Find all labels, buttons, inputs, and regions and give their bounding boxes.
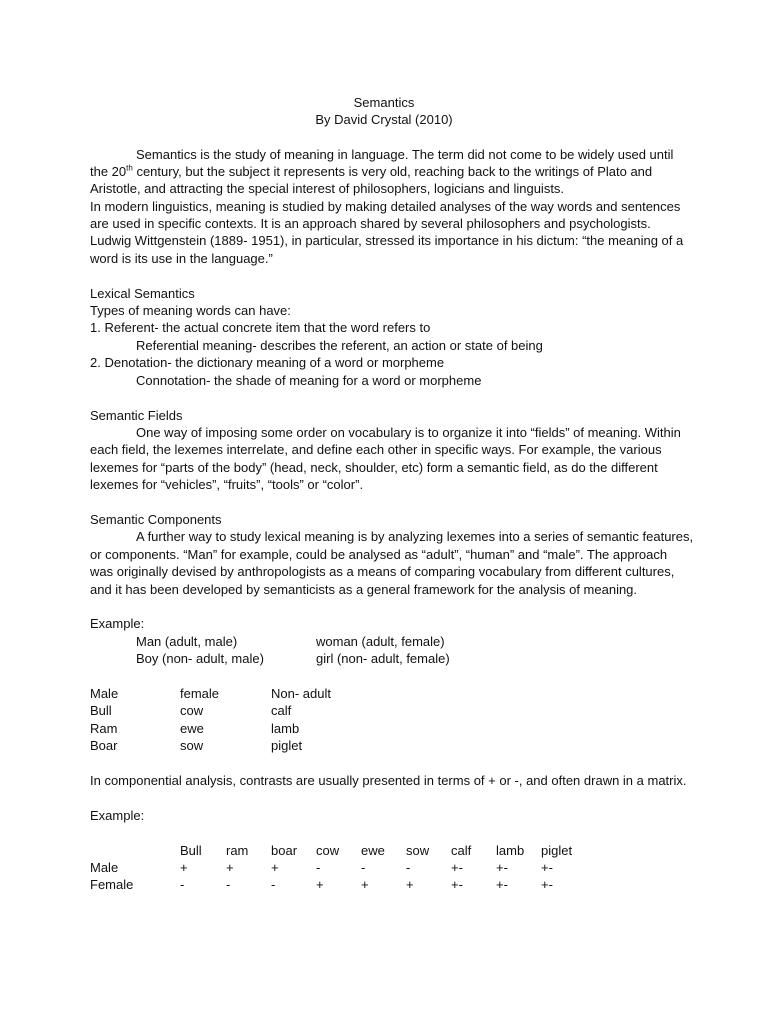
matrix-cell: +-: [496, 860, 508, 875]
matrix-cell: +-: [541, 860, 553, 875]
table-cell: ewe: [180, 721, 204, 736]
components-line: or components. “Man” for example, could be analysed as “adult”, “human” and “male”. The approach: [90, 547, 668, 562]
section-heading: Lexical Semantics: [90, 286, 195, 301]
section-heading: Semantic Fields: [90, 408, 183, 423]
matrix-cell: +-: [451, 860, 463, 875]
fields-line: lexemes for “vehicles”, “fruits”, “tools” or “color”.: [90, 477, 364, 492]
ordinal-superscript: th: [126, 163, 133, 173]
intro-text: the 20: [90, 164, 127, 179]
table-cell: cow: [180, 703, 204, 718]
matrix-row-label: Female: [90, 877, 134, 892]
componential-text: In componential analysis, contrasts are usually presented in terms of + or -, and often drawn in a matrix.: [90, 773, 687, 788]
intro-text: century, but the subject it represents is very old, reaching back to the writings of Plato and: [132, 164, 653, 179]
lexical-line: 1. Referent- the actual concrete item that the word refers to: [90, 320, 431, 335]
table-cell: Non- adult: [271, 686, 331, 701]
matrix-header: lamb: [496, 843, 525, 858]
intro-line: are used in specific contexts. It is an approach shared by several philosophers and psychologists.: [90, 216, 651, 231]
components-line: was originally devised by anthropologists as a means of comparing vocabulary from different cultures,: [90, 564, 675, 579]
matrix-header: cow: [316, 843, 340, 858]
matrix-header: ewe: [361, 843, 385, 858]
section-heading: Semantic Components: [90, 512, 222, 527]
table-cell: piglet: [271, 738, 303, 753]
fields-line: One way of imposing some order on vocabulary is to organize it into “fields” of meaning. Within: [136, 425, 681, 440]
matrix-cell: +-: [496, 877, 508, 892]
intro-line: [90, 163, 652, 180]
intro-line: In modern linguistics, meaning is studied by making detailed analyses of the way words and sentences: [90, 199, 681, 214]
matrix-cell: +: [271, 860, 279, 875]
components-line: and it has been developed by semanticists as a general framework for the analysis of meaning.: [90, 582, 638, 597]
matrix-header: sow: [406, 843, 430, 858]
fields-line: each field, the lexemes interrelate, and define each other in specific ways. For example, the various: [90, 442, 662, 457]
intro-line: word is its use in the language.”: [90, 251, 273, 266]
table-cell: sow: [180, 738, 204, 753]
intro-line: Aristotle, and attracting the special interest of philosophers, logicians and linguists.: [90, 181, 565, 196]
lexical-line: Referential meaning- describes the referent, an action or state of being: [136, 338, 543, 353]
matrix-cell: -: [316, 860, 321, 875]
document-title: Semantics: [353, 95, 415, 110]
matrix-cell: +: [406, 877, 414, 892]
intro-line: Semantics is the study of meaning in language. The term did not come to be widely used until: [136, 147, 674, 162]
table-cell: female: [180, 686, 220, 701]
lexical-line: 2. Denotation- the dictionary meaning of a word or morpheme: [90, 355, 445, 370]
fields-line: lexemes for “parts of the body” (head, neck, shoulder, etc) form a semantic field, as do the different: [90, 460, 658, 475]
example-item: girl (non- adult, female): [316, 651, 450, 666]
matrix-cell: -: [361, 860, 366, 875]
matrix-cell: +: [180, 860, 188, 875]
table-cell: Bull: [90, 703, 112, 718]
lexical-line: Types of meaning words can have:: [90, 303, 291, 318]
matrix-header: piglet: [541, 843, 573, 858]
matrix-cell: -: [406, 860, 411, 875]
example-item: woman (adult, female): [316, 634, 445, 649]
lexical-line: Connotation- the shade of meaning for a word or morpheme: [136, 373, 482, 388]
table-cell: Male: [90, 686, 119, 701]
matrix-cell: -: [226, 877, 231, 892]
intro-line: Ludwig Wittgenstein (1889- 1951), in particular, stressed its importance in his dictum: “the meaning of a: [90, 233, 684, 248]
matrix-cell: +: [316, 877, 324, 892]
matrix-cell: +-: [541, 877, 553, 892]
matrix-header: Bull: [180, 843, 202, 858]
matrix-header: calf: [451, 843, 472, 858]
matrix-cell: -: [180, 877, 185, 892]
table-cell: Boar: [90, 738, 118, 753]
matrix-row-label: Male: [90, 860, 119, 875]
example-label: Example:: [90, 808, 145, 823]
components-line: A further way to study lexical meaning is by analyzing lexemes into a series of semantic features,: [136, 529, 694, 544]
document-byline: By David Crystal (2010): [315, 112, 453, 127]
matrix-cell: +: [226, 860, 234, 875]
example-item: Boy (non- adult, male): [136, 651, 264, 666]
matrix-header: ram: [226, 843, 249, 858]
example-item: Man (adult, male): [136, 634, 238, 649]
example-label: Example:: [90, 616, 145, 631]
matrix-header: boar: [271, 843, 298, 858]
table-cell: lamb: [271, 721, 300, 736]
matrix-cell: +-: [451, 877, 463, 892]
matrix-cell: +: [361, 877, 369, 892]
table-cell: calf: [271, 703, 292, 718]
table-cell: Ram: [90, 721, 118, 736]
matrix-cell: -: [271, 877, 276, 892]
